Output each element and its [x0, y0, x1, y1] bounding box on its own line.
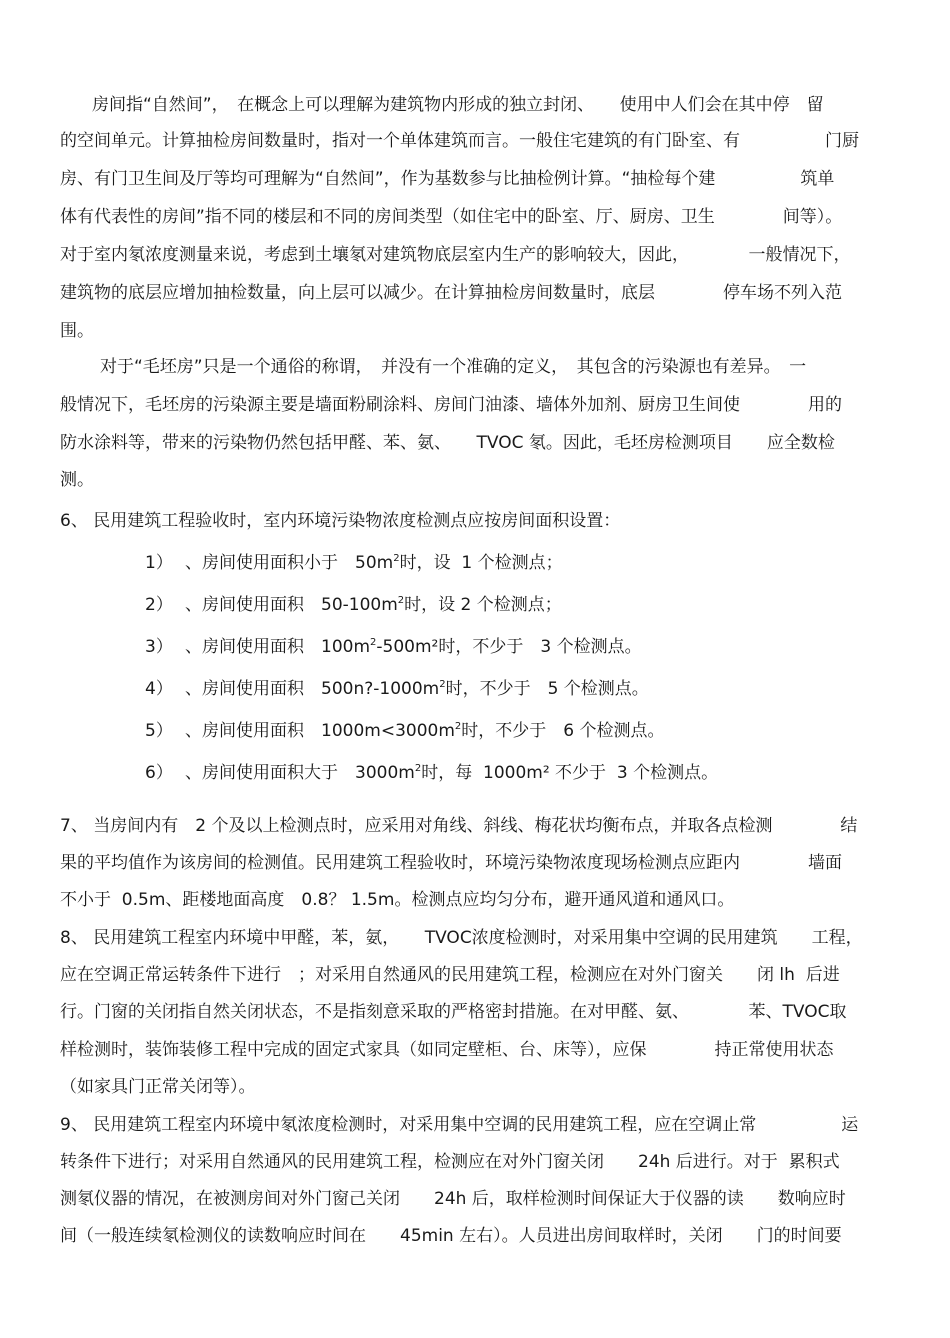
room-para-line-2: 的空间单元。计算抽检房间数量时，指对一个单体建筑而言。一般住宅建筑的有门卧室、有 门厨	[60, 131, 859, 151]
item6-list-item	[145, 762, 718, 787]
item6-list-item	[145, 636, 642, 661]
item8-line-1: 8、 民用建筑工程室内环境中甲醛，苯，氨， TVOC浓度检测时，对采用集中空调的民用建筑 工程，	[60, 928, 863, 948]
item8-line-3: 行。门窗的关闭指自然关闭状态，不是指刻意采取的严格密封措施。在对甲醛、氨、 苯、TVOC取	[60, 1002, 847, 1022]
rough-para-line-3: 防水涂料等，带来的污染物仍然包括甲醛、苯、氨、 TVOC 氡。因此，毛坯房检测项目 应全数检	[60, 433, 835, 453]
item6-list-item	[145, 552, 563, 577]
item6-list-text: 、房间使用面积 500n?-1000m	[185, 679, 440, 699]
rough-para-line-2: 般情况下，毛坯房的污染源主要是墙面粉刷涂料、房间门油漆、墙体外加剂、厨房卫生间使 用的	[60, 395, 842, 415]
item6-list-item	[145, 678, 649, 703]
room-para-line-6: 建筑物的底层应增加抽检数量，向上层可以减少。在计算抽检房间数量时，底层 停车场不列入范	[60, 283, 842, 303]
item6-list-number: 2）	[145, 595, 173, 615]
item9-line-4: 间（一般连续氡检测仪的读数响应时间在 45min 左右）。人员进出房间取样时，关闭 门的时间要	[60, 1226, 842, 1246]
item6-list-superscript: 2	[414, 763, 422, 774]
item9-line-1: 9、 民用建筑工程室内环境中氡浓度检测时，对采用集中空调的民用建筑工程，应在空调止常 运	[60, 1115, 859, 1135]
item8-line-5: （如家具门正常关闭等）。	[60, 1077, 256, 1097]
item6-list-text: 、房间使用面积 1000m<3000m	[185, 721, 455, 741]
item6-list-number: 3）	[145, 637, 173, 657]
room-para-line-3: 房、有门卫生间及厅等均可理解为“自然间”，作为基数参与比抽检例计算。“抽检每个建 筑单	[60, 169, 835, 189]
item6-list-text: 、房间使用面积 50-100m	[185, 595, 398, 615]
item6-list-superscript: 2	[439, 679, 446, 690]
rough-para-line-4: 测。	[60, 470, 94, 490]
item6-list-number: 4）	[145, 679, 173, 699]
item6-list-item	[145, 594, 562, 619]
item6-list-number: 6）	[145, 763, 173, 783]
room-para-line-5: 对于室内氡浓度测量来说，考虑到土壤氡对建筑物底层室内生产的影响较大，因此， 一般情况下，	[60, 245, 851, 265]
item6-list-number: 5）	[145, 721, 173, 741]
item9-line-2: 转条件下进行；对采用自然通风的民用建筑工程，检测应在对外门窗关闭 24h 后进行。对于 累积式	[60, 1152, 840, 1172]
item6-list-tail: 时，不少于 6 个检测点。	[461, 721, 665, 741]
item8-line-2: 应在空调正常运转条件下进行 ；对采用自然通风的民用建筑工程，检测应在对外门窗关 闭 lh 后进	[60, 965, 840, 985]
room-para-line-1: 房间指“自然间”， 在概念上可以理解为建筑物内形成的独立封闭、 使用中人们会在其中停 留	[92, 95, 824, 115]
item8-line-4: 样检测时，装饰装修工程中完成的固定式家具（如同定壁柜、台、床等），应保 持正常使用状态	[60, 1040, 834, 1060]
item6-list-superscript: 2	[454, 721, 462, 732]
room-para-line-4: 体有代表性的房间”指不同的楼层和不同的房间类型（如住宅中的卧室、厅、厨房、卫生 间等）。	[60, 207, 843, 227]
item6-list-tail: 时，每 1000m² 不少于 3 个检测点。	[421, 763, 719, 783]
item6-list-superscript: 2	[397, 595, 405, 606]
item6-list-text: 、房间使用面积小于 50m	[185, 553, 394, 573]
item6-list-tail: 时，不少于 5 个检测点。	[445, 679, 649, 699]
item6-list-superscript: 2	[393, 553, 400, 564]
room-para-line-7: 围。	[60, 321, 94, 341]
item7-line-2: 果的平均值作为该房间的检测值。民用建筑工程验收时，环境污染物浓度现场检测点应距内 墙面	[60, 853, 842, 873]
item7-line-1: 7、 当房间内有 2 个及以上检测点时，应采用对角线、斜线、梅花状均衡布点，并取各点检测 结	[60, 816, 858, 836]
rough-para-line-1: 对于“毛坯房”只是一个通俗的称谓， 并没有一个准确的定义， 其包含的污染源也有差异。 一	[100, 357, 807, 377]
item9-line-3: 测氡仪器的情况，在被测房间对外门窗己关闭 24h 后，取样检测时间保证大于仪器的读 数响应时	[60, 1189, 846, 1209]
item6-list-item	[145, 720, 665, 745]
item7-line-3: 不小于 0.5m、距楼地面高度 0.8？ 1.5m。检测点应均匀分布，避开通风道和通风口。	[60, 890, 735, 910]
item6-list-tail: 时，设 1 个检测点；	[399, 553, 563, 573]
item6-list-number: 1）	[145, 553, 173, 573]
item6-list-tail: -500m²时，不少于 3 个检测点。	[376, 637, 642, 657]
item6-list-tail: 时，设 2 个检测点；	[404, 595, 562, 615]
item6-list-superscript: 2	[370, 637, 377, 648]
item6-list-text: 、房间使用面积大于 3000m	[185, 763, 415, 783]
item-6-intro: 6、 民用建筑工程验收时，室内环境污染物浓度检测点应按房间面积设置：	[60, 511, 621, 531]
item6-list-text: 、房间使用面积 100m	[185, 637, 371, 657]
